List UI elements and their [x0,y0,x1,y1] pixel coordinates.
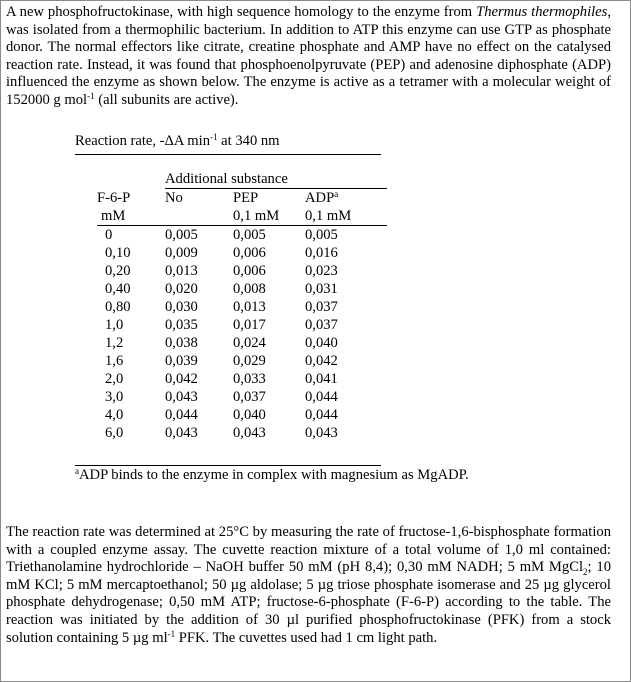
table-cell: 0,044 [165,407,198,423]
table-header-row [97,189,387,208]
table-cell: 0,043 [165,389,198,405]
table-cell: 0,10 [105,245,131,261]
table-row [97,262,387,280]
table-cell: 0 [105,227,113,243]
table-cell: 0,043 [305,425,338,441]
table-cell: 0,042 [165,371,198,387]
table-cell: 0,013 [165,263,198,279]
table-cell: 0,033 [233,371,266,387]
table-cell: 0,037 [305,317,338,333]
table-cell: 0,041 [305,371,338,387]
table-row [97,370,387,388]
table-row [97,424,387,442]
reaction-rate-table [97,170,387,442]
table-cell: 0,20 [105,263,131,279]
group-header: Additional substance [165,170,387,189]
table-cell: 0,020 [165,281,198,297]
table-cell: 1,6 [105,353,124,369]
table-cell: 0,017 [233,317,266,333]
table-row [97,352,387,370]
table-cell: 0,031 [305,281,338,297]
table-cell: 0,042 [305,353,338,369]
table-cell: 0,035 [165,317,198,333]
table-cell: 0,023 [305,263,338,279]
table-cell: 0,005 [165,227,198,243]
method-paragraph: The reaction rate was determined at 25°C by measuring the rate of fructose-1,6-bisphosphate formation with a coupled enzyme assay. The cuvette reaction mixture of a total volume of 1,0 ml contained: Triethanolamine hydrochloride – NaOH buffer 50 mM (pH 8,4); 0,30 mM NADH; 5 mM MgCl$_2$; 10 mM KCl; 5 mM mercaptoethanol; 50 µg aldolase; 5 µg triose phosphate isomerase and 25 µg glycerol phosphate dehydrogenase; 0,50 mM ATP; fructose-6-phosphate (F-6-P) according to the table. The reaction was initiated by the addition of 30 µl purified phosphofructokinase (PFK) from a stock solution containing 5 µg $ml^{-1}$ PFK. The cuvettes used had 1 cm light path. [6,524,611,646]
table-row [97,244,387,262]
table-cell: 4,0 [105,407,124,423]
unit-f6p: mM [97,207,165,226]
unit-adp: 0,1 mM [305,207,387,226]
table-cell: 1,0 [105,317,124,333]
species-name: Thermus thermophiles [476,4,608,20]
table-cell: 0,005 [233,227,266,243]
table-cell: 0,009 [165,245,198,261]
table-cell: 2,0 [105,371,124,387]
table-footnote: $^a$ADP binds to the enzyme in complex with magnesium as MgADP. [75,466,469,483]
table-cell: 0,044 [305,389,338,405]
table-cell: 0,80 [105,299,131,315]
table-cell: 0,029 [233,353,266,369]
table-row [97,298,387,316]
table-row [97,226,387,245]
table-cell: 0,043 [233,425,266,441]
col-header-pep: PEP [233,190,259,206]
table-cell: 0,006 [233,263,266,279]
table-cell: 0,005 [305,227,338,243]
col-header-adp: ADP$^a$ [305,189,339,206]
table-row [97,406,387,424]
table-cell: 0,043 [165,425,198,441]
table-cell: 0,044 [305,407,338,423]
table-cell: 0,013 [233,299,266,315]
table-cell: 0,006 [233,245,266,261]
intro-paragraph: A new phosphofructokinase, with high sequence homology to the enzyme from Thermus thermophiles, was isolated from a thermophilic bacterium. In addition to ATP this enzyme can use GTP as phosphate donor. The normal effectors like citrate, creatine phosphate and AMP have no effect on the catalysed reaction rate. Instead, it was found that phosphoenolpyruvate (PEP) and adenosine diphosphate (ADP) influenced the enzyme as shown below. The enzyme is active as a tetramer with a molecular weight of 152000 g mol$^{-1}$ (all subunits are active). [6,4,611,108]
table-unit-row [97,207,387,226]
table-cell: 3,0 [105,389,124,405]
table-cell: 0,039 [165,353,198,369]
table-row [97,388,387,406]
table-row [97,334,387,352]
table-cell: 0,037 [305,299,338,315]
col-header-no: No [165,190,183,206]
table-cell: 0,040 [233,407,266,423]
unit-pep: 0,1 mM [233,207,305,226]
table-cell: 0,008 [233,281,266,297]
table-cell: 0,038 [165,335,198,351]
table-cell: 0,024 [233,335,266,351]
table-caption: Reaction rate, -ΔA $\min^{-1}$ at 340 nm [75,133,381,155]
table-row [97,316,387,334]
table-cell: 0,040 [305,335,338,351]
table-cell: 1,2 [105,335,124,351]
table-row [97,280,387,298]
table-cell: 0,037 [233,389,266,405]
table-cell: 0,40 [105,281,131,297]
table-cell: 0,016 [305,245,338,261]
col-header-f6p: F-6-P [97,189,131,206]
table-cell: 6,0 [105,425,124,441]
table-header-row [97,170,387,189]
table-cell: 0,030 [165,299,198,315]
